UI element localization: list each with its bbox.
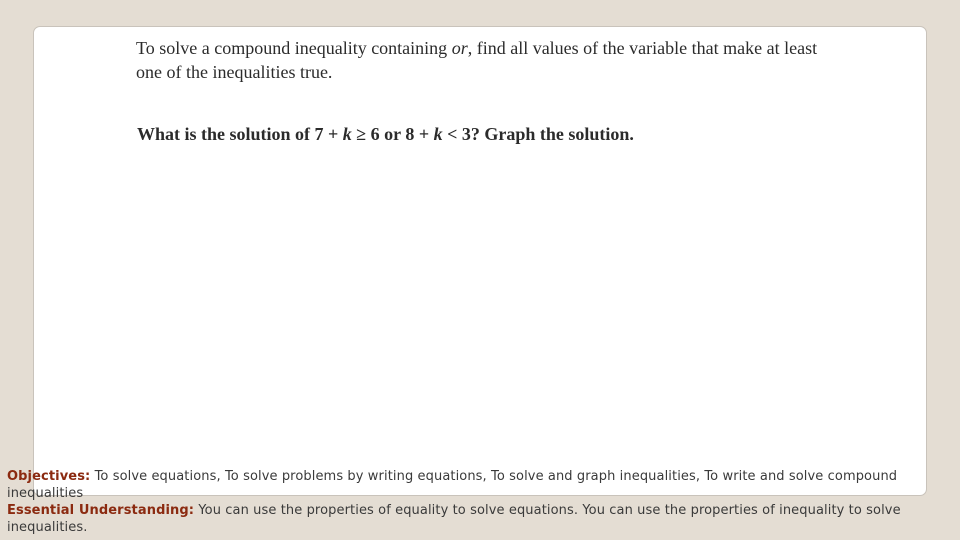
intro-emphasis: or [451,38,468,58]
problem-variable-1: k [342,124,352,144]
problem-suffix: < 3? Graph the solution. [442,124,634,144]
understanding-line [7,502,937,536]
intro-part-1: To solve a compound inequality containing [136,38,452,58]
objectives-text: To solve equations, To solve problems by writing equations, To solve and graph inequalities, To write and solve compound inequalities [7,469,898,501]
problem-middle: ≥ 6 or 8 + [351,124,434,144]
objectives-line [7,468,937,502]
intro-text [136,36,836,84]
understanding-text: You can use the properties of equality to solve equations. You can use the properties of inequality to solve inequalities. [7,503,901,535]
understanding-label: Essential Understanding: [7,503,195,518]
intro-part-2: , find all values of the variable that make at least one of the inequalities true. [136,38,818,82]
slide-card [33,26,927,496]
objectives-label: Objectives: [7,469,91,484]
problem-prefix: What is the solution of 7 + [137,124,343,144]
problem-variable-2: k [433,124,443,144]
problem-statement [137,122,634,146]
footer [7,468,937,536]
